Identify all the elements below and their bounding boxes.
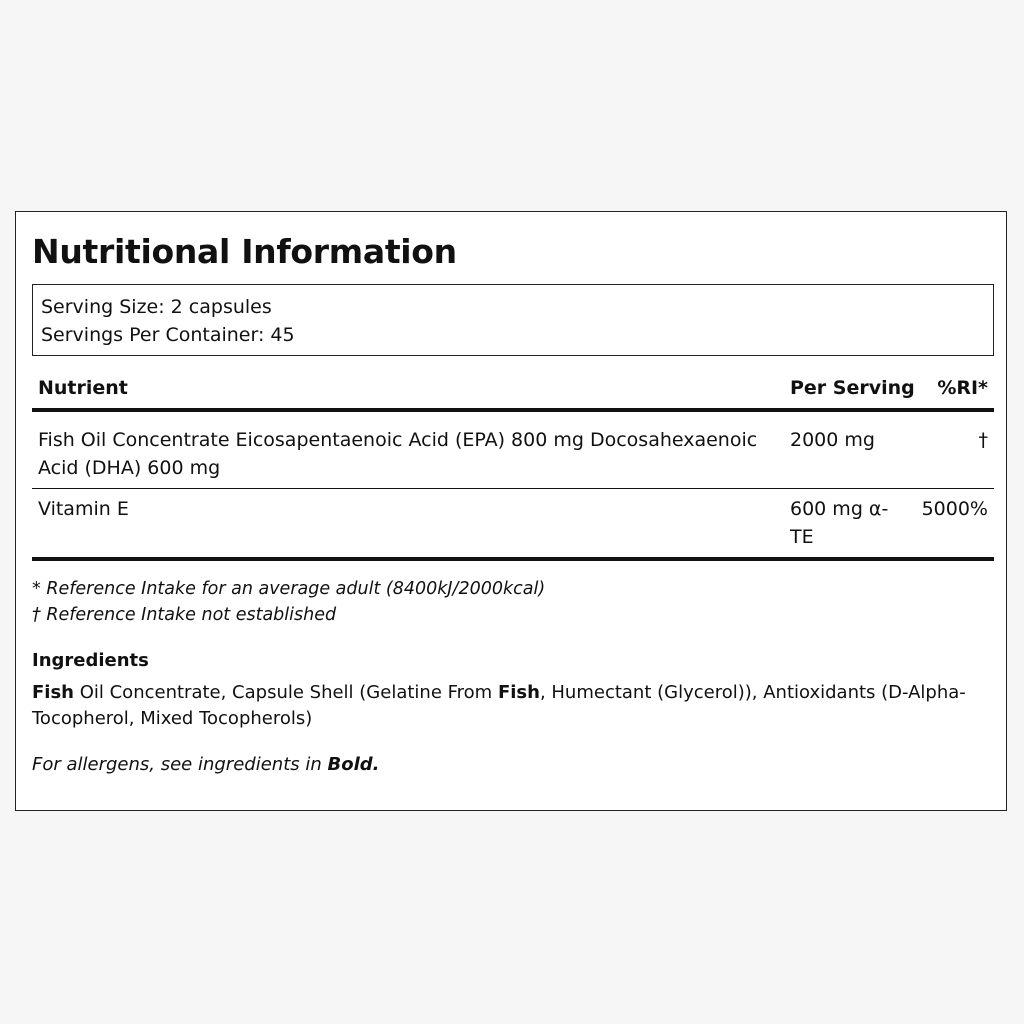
footnote-reference-intake: * Reference Intake for an average adult (8400kJ/2000kcal) <box>32 579 546 599</box>
panel-title: Nutritional Information <box>32 232 457 271</box>
nutrient-table <box>32 370 994 561</box>
footnotes <box>32 576 545 628</box>
header-nutrient: Nutrient <box>32 370 784 410</box>
header-ri: %RI* <box>900 370 994 410</box>
ri-value: † <box>900 410 994 489</box>
allergen-bold-text: Fish <box>32 682 74 703</box>
table-row <box>32 489 994 560</box>
per-serving-value: 600 mg α-TE <box>784 489 900 560</box>
allergen-note-text: For allergens, see ingredients in <box>32 754 328 775</box>
nutrition-panel <box>15 211 1007 811</box>
ingredients-list <box>32 680 992 732</box>
nutrient-name: Vitamin E <box>32 489 784 560</box>
per-serving-value: 2000 mg <box>784 410 900 489</box>
allergen-note-bold: Bold. <box>327 754 380 775</box>
nutrient-name: Fish Oil Concentrate Eicosapentaenoic Acid (EPA) 800 mg Docosahexaenoic Acid (DHA) 600 mg <box>32 410 784 489</box>
table-row <box>32 410 994 489</box>
servings-per-container: Servings Per Container: 45 <box>41 324 295 346</box>
serving-size: Serving Size: 2 capsules <box>41 296 272 318</box>
ri-value: 5000% <box>900 489 994 560</box>
allergen-note <box>32 752 379 778</box>
ingredient-text: Oil Concentrate, Capsule Shell (Gelatine From <box>74 682 498 703</box>
allergen-bold-text: Fish <box>497 682 540 703</box>
ingredient-text: , Humectant (Glycerol)), Antioxidants (D-Alpha-Tocopherol, Mixed Tocopherols) <box>32 682 966 729</box>
footnote-not-established: † Reference Intake not established <box>32 605 337 625</box>
ingredients-heading: Ingredients <box>32 650 149 671</box>
serving-info-box <box>32 284 994 356</box>
header-per-serving: Per Serving <box>784 370 900 410</box>
table-header-row <box>32 370 994 410</box>
